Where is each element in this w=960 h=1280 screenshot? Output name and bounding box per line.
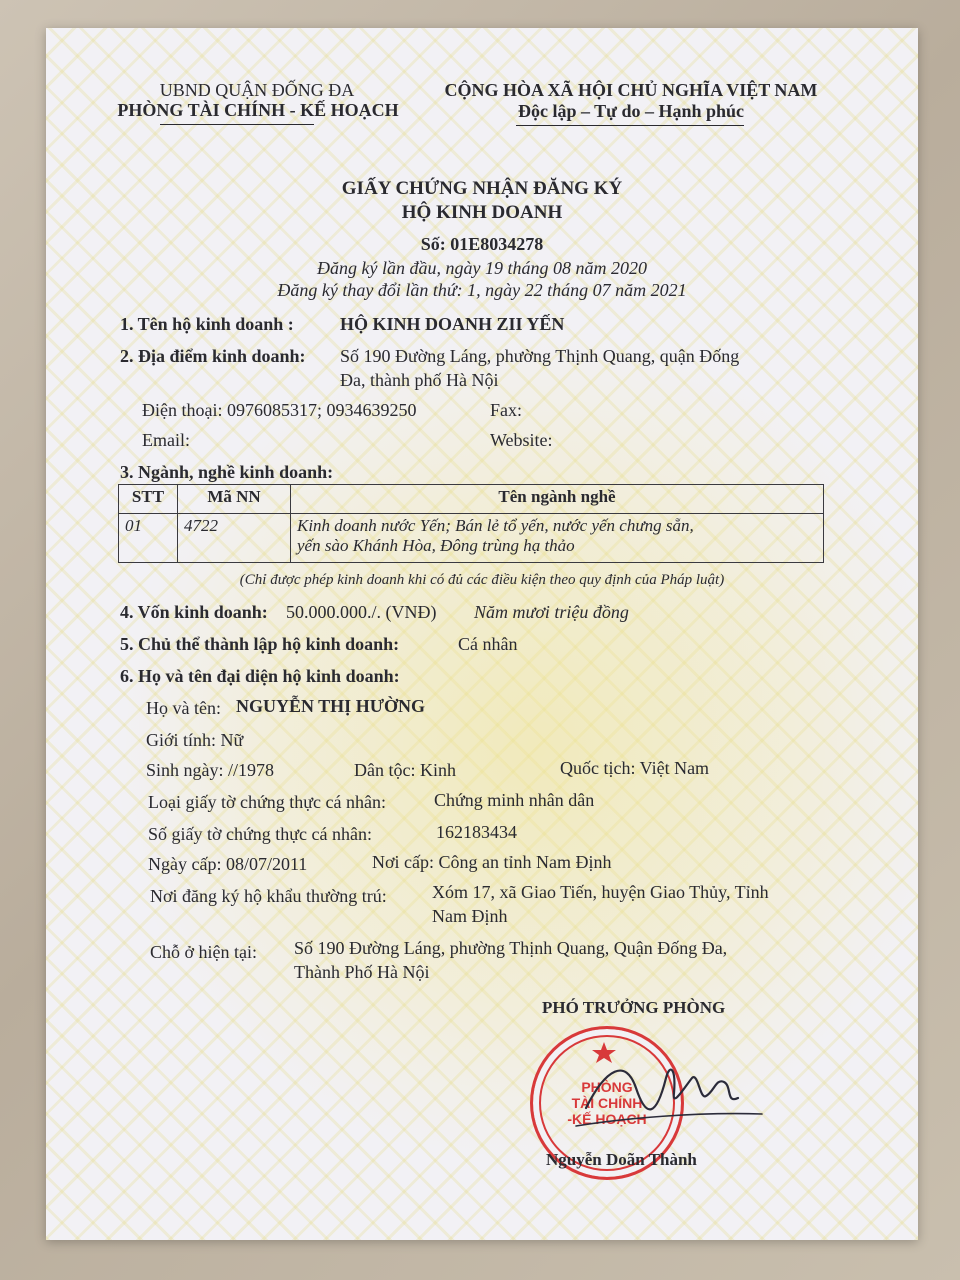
rep-id-type-value: Chứng minh nhân dân [434, 790, 595, 810]
national-motto: Độc lập – Tự do – Hạnh phúc [517, 101, 745, 121]
business-address-line2: Đa, thành phố Hà Nội [340, 370, 499, 390]
certificate-title: GIẤY CHỨNG NHẬN ĐĂNG KÝ [341, 178, 623, 199]
issuer-underline [160, 124, 314, 125]
issuer-district: UBND QUẬN ĐỐNG ĐA [159, 80, 355, 100]
row-name-line1: Kinh doanh nước Yến; Bán lẻ tổ yến, nước yến chưng sẵn, [297, 516, 694, 535]
national-title: CỘNG HÒA XÃ HỘI CHỦ NGHĨA VIỆT NAM [444, 80, 818, 100]
rep-id-number-label: Số giấy tờ chứng thực cá nhân: [148, 824, 372, 844]
representative-label: 6. Họ và tên đại diện hộ kinh doanh: [120, 666, 400, 686]
capital-value: 50.000.000./. (VNĐ) [286, 602, 437, 622]
seal-text-line2: TÀI CHÍNH [571, 1095, 643, 1111]
row-name [291, 514, 824, 563]
row-name-line2: yến sào Khánh Hòa, Đông trùng hạ thảo [297, 536, 575, 555]
table-row [119, 514, 824, 563]
certificate-number: Số: 01E8034278 [420, 234, 544, 254]
business-name-value: HỘ KINH DOANH ZII YẾN [340, 314, 565, 334]
signer-position: PHÓ TRƯỞNG PHÒNG [542, 998, 726, 1017]
rep-name-value: NGUYỄN THỊ HƯỜNG [236, 696, 426, 716]
certificate-paper [46, 28, 918, 1240]
seal-text-line3: -KẾ HOẠCH [567, 1111, 647, 1127]
row-code: 4722 [178, 514, 291, 563]
capital-label: 4. Vốn kinh doanh: [120, 602, 268, 622]
rep-gender: Giới tính: Nữ [146, 730, 244, 750]
change-registration-date: Đăng ký thay đổi lần thứ: 1, ngày 22 tháng 07 năm 2021 [277, 280, 687, 300]
seal-text-line1: PHÒNG [581, 1079, 633, 1095]
rep-nationality: Quốc tịch: Việt Nam [560, 758, 710, 778]
email-field: Email: [142, 430, 190, 450]
business-lines-label: 3. Ngành, nghề kinh doanh: [120, 462, 334, 482]
table-header-name: Tên ngành nghề [291, 485, 824, 514]
capital-in-words: Năm mươi triệu đồng [474, 602, 629, 622]
rep-id-type-label: Loại giấy tờ chứng thực cá nhân: [148, 792, 386, 812]
rep-current-line2: Thành Phố Hà Nội [294, 962, 430, 982]
table-header-code: Mã NN [178, 485, 291, 514]
rep-ethnicity: Dân tộc: Kinh [354, 760, 456, 780]
issuer-department: PHÒNG TÀI CHÍNH - KẾ HOẠCH [117, 100, 399, 120]
table-header-row [119, 485, 824, 514]
legal-note: (Chỉ được phép kinh doanh khi có đủ các điều kiện theo quy định của Pháp luật) [239, 572, 725, 588]
fax-field: Fax: [490, 400, 523, 420]
row-stt: 01 [119, 514, 178, 563]
rep-residence-line1: Xóm 17, xã Giao Tiến, huyện Giao Thủy, Tỉnh [432, 882, 769, 902]
business-address-label: 2. Địa điểm kinh doanh: [120, 346, 306, 366]
certificate-subtitle: HỘ KINH DOANH [401, 202, 563, 223]
signer-name: Nguyễn Doãn Thành [546, 1150, 697, 1169]
rep-residence-label: Nơi đăng ký hộ khẩu thường trú: [150, 886, 387, 906]
business-lines-table [118, 484, 824, 563]
rep-id-number-value: 162183434 [436, 822, 517, 842]
business-address-line1: Số 190 Đường Láng, phường Thịnh Quang, quận Đống [340, 346, 740, 366]
website-field: Website: [490, 430, 553, 450]
phone-field: Điện thoại: 0976085317; 0934639250 [142, 400, 417, 420]
rep-name-label: Họ và tên: [146, 698, 221, 718]
rep-issue-date: Ngày cấp: 08/07/2011 [148, 854, 308, 874]
rep-current-label: Chỗ ở hiện tại: [150, 942, 258, 962]
founder-type-value: Cá nhân [458, 634, 518, 654]
founder-type-label: 5. Chủ thể thành lập hộ kinh doanh: [120, 634, 400, 654]
rep-residence-line2: Nam Định [432, 906, 508, 926]
first-registration-date: Đăng ký lần đầu, ngày 19 tháng 08 năm 2020 [317, 258, 647, 278]
rep-dob: Sinh ngày: //1978 [146, 760, 275, 780]
business-name-label: 1. Tên hộ kinh doanh : [120, 314, 294, 334]
handwritten-signature [566, 1048, 766, 1138]
table-header-stt: STT [119, 485, 178, 514]
rep-current-line1: Số 190 Đường Láng, phường Thịnh Quang, Quận Đống Đa, [294, 938, 728, 958]
rep-issue-place: Nơi cấp: Công an tỉnh Nam Định [372, 852, 612, 872]
motto-underline [516, 125, 744, 126]
